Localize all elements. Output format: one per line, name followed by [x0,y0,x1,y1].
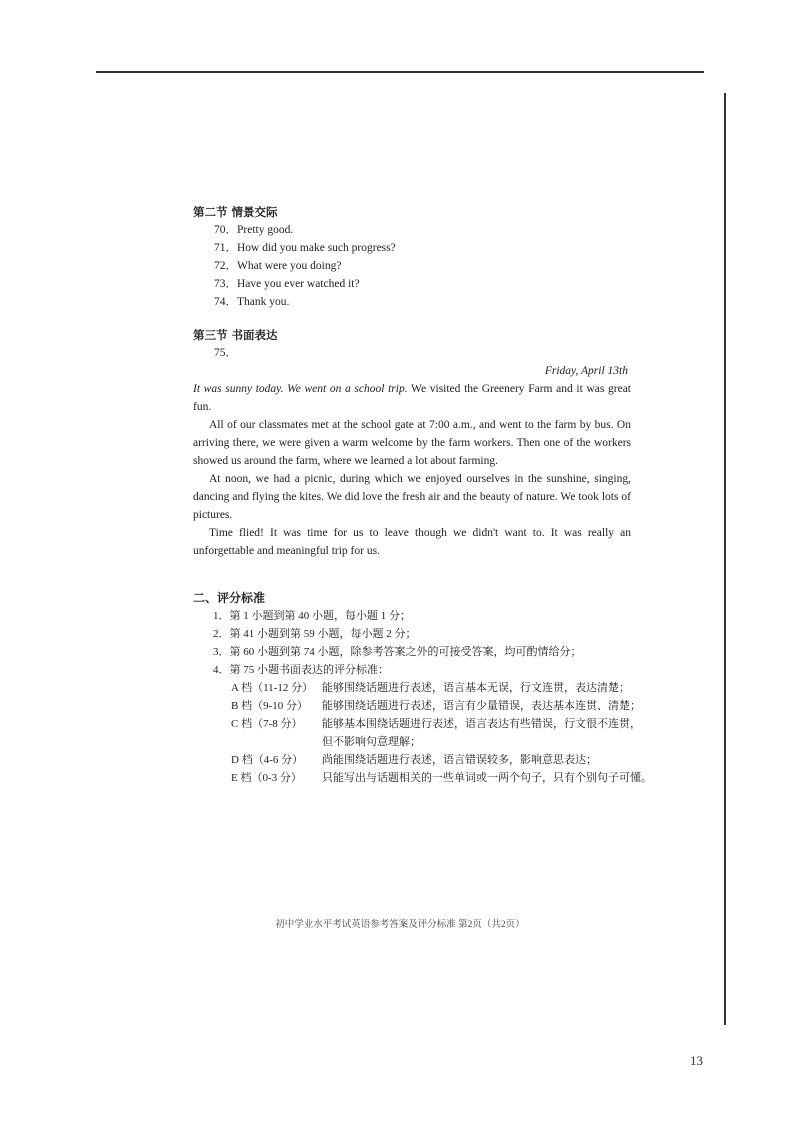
level-desc: 能够围绕话题进行表述，语言基本无误，行文连贯，表达清楚； [322,682,630,694]
grading-level-c [231,715,643,733]
level-desc: 但不影响句意理解； [322,736,421,748]
grading-level-c-continued [231,733,643,751]
grading-criteria [193,589,652,787]
question-number: 75． [214,347,237,359]
level-name: E 档（0-3 分） [231,772,302,784]
essay-opening-rest: We visited the Greenery Farm and it was great fun. [193,383,631,413]
essay-paragraph-3: At noon, we had a picnic, during which we enjoyed ourselves in the sunshine, singing, dancing and flying the kites. We did love the fresh air and the beauty of nature. We took lots of pictures. [193,473,631,521]
essay-paragraph-1 [193,380,631,416]
page-number: 13 [690,1053,703,1068]
grading-item: 1．第 1 小题到第 40 小题，每小题 1 分； [213,610,411,622]
level-desc: 尚能围绕话题进行表述，语言错误较多，影响意思表达； [322,754,597,766]
level-name: B 档（9-10 分） [231,700,308,712]
grading-level-a [231,679,643,697]
section-writing [193,326,631,560]
section2-heading: 第二节 情景交际 [193,205,278,219]
answer-item: 72．What were you doing? [214,260,342,272]
answer-item: 74．Thank you. [214,296,290,308]
level-name: C 档（7-8 分） [231,718,303,730]
grading-level-b [231,697,643,715]
grading-level-e [231,769,652,787]
section-situational-dialogue [193,203,631,311]
grading-item: 2．第 41 小题到第 59 小题，每小题 2 分； [213,628,417,640]
top-rule [96,71,704,73]
section3-heading: 第三节 书面表达 [193,328,278,342]
essay-paragraph-4: Time flied! It was time for us to leave though we didn't want to. It was really an unforgettable and meaningful trip for us. [193,527,631,557]
essay-paragraph-2: All of our classmates met at the school gate at 7:00 a.m., and went to the farm by bus. On arriving there, we were given a warm welcome by the farm workers. Then one of the workers showed us around the farm, where we learned a lot about farming. [193,419,631,467]
level-desc: 能够基本围绕话题进行表述，语言表达有些错误，行文很不连贯， [322,718,641,730]
level-desc: 能够围绕话题进行表述，语言有少量错误，表达基本连贯、清楚； [322,700,641,712]
grading-item: 4．第 75 小题书面表达的评分标准： [213,664,389,676]
essay-opening-italic: It was sunny today. We went on a school trip. [193,383,408,395]
level-desc: 只能写出与话题相关的一些单词或一两个句子，只有个别句子可懂。 [322,772,652,784]
level-name: A 档（11-12 分） [231,682,314,694]
grading-level-d [231,751,643,769]
page-footer: 初中学业水平考试英语参考答案及评分标准 第2页（共2页） [275,920,525,930]
grading-heading: 二、评分标准 [193,591,266,605]
grading-levels [193,679,652,787]
answer-item: 70．Pretty good. [214,224,294,236]
essay-date: Friday, April 13th [544,365,628,377]
level-name: D 档（4-6 分） [231,754,304,766]
answer-item: 73．Have you ever watched it? [214,278,360,290]
right-margin-rule [724,93,726,1025]
grading-item: 3．第 60 小题到第 74 小题，除参考答案之外的可接受答案，均可酌情给分； [213,646,582,658]
answer-item: 71．How did you make such progress? [214,242,396,254]
